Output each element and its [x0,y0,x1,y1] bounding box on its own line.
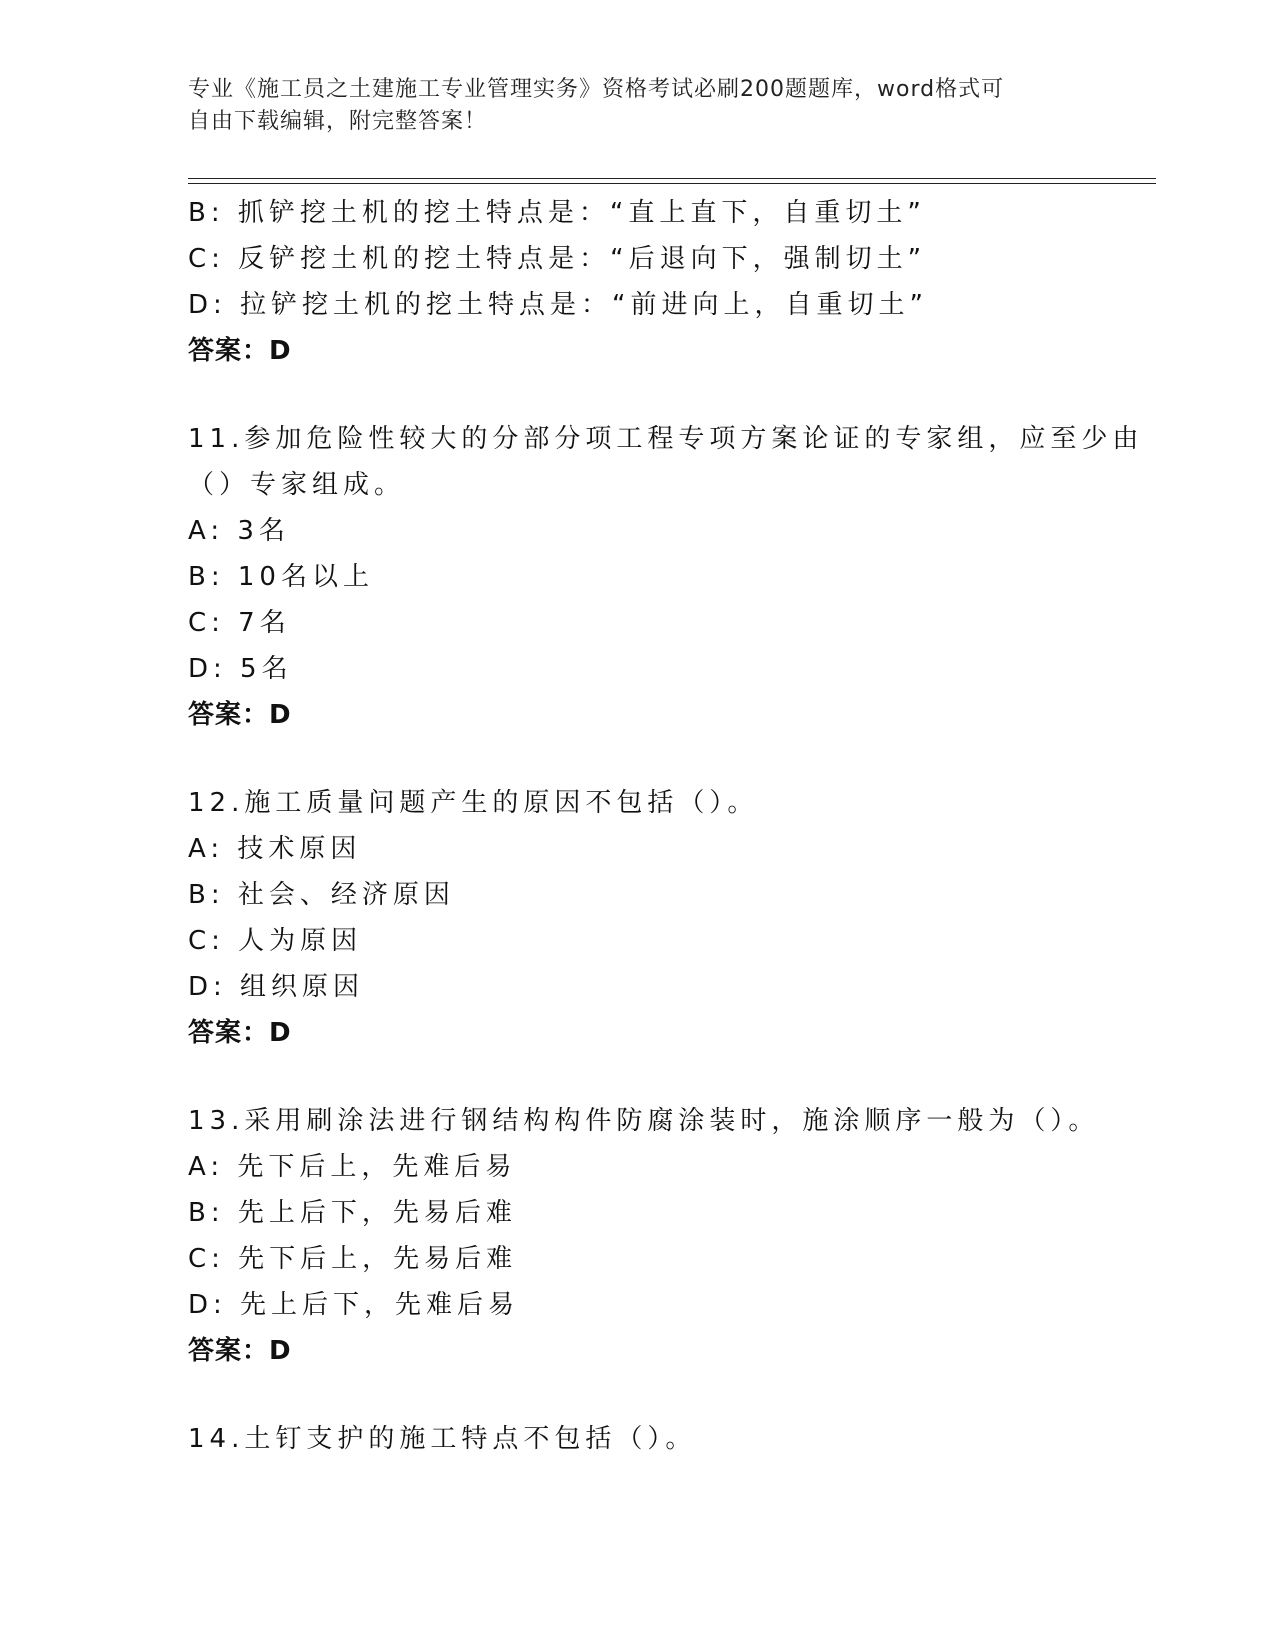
header-line-1: 专业《施工员之土建施工专业管理实务》资格考试必刷200题题库，word格式可 [188,77,1005,102]
question-stem-line-2: （）专家组成。 [188,470,406,500]
option-a: A: 技术原因 [188,834,362,864]
answer: 答案：D [188,1336,292,1366]
question-12 [188,780,1148,1056]
option-d: D: 先上后下，先难后易 [188,1290,520,1320]
header-divider-top [188,178,1156,179]
question-11 [188,416,1148,738]
header-divider-bottom [188,183,1156,184]
option-c: C: 先下后上，先易后难 [188,1244,518,1274]
option-c: C: 反铲挖土机的挖土特点是：“后退向下，强制切土” [188,244,927,274]
option-a: A: 先下后上，先难后易 [188,1152,517,1182]
question-stem: 14.土钉支护的施工特点不包括（）。 [188,1424,697,1454]
question-10 [188,190,1148,374]
spacer [188,1374,1148,1416]
page-header [188,74,1068,138]
spacer [188,738,1148,780]
option-d: D: 拉铲挖土机的挖土特点是：“前进向上，自重切土” [188,290,928,320]
answer: 答案：D [188,700,292,730]
header-line-2: 自由下载编辑，附完整答案！ [188,109,488,134]
option-c: C: 人为原因 [188,926,363,956]
answer: 答案：D [188,1018,292,1048]
question-14 [188,1416,1148,1462]
answer: 答案：D [188,336,292,366]
option-b: B: 社会、经济原因 [188,880,455,910]
option-d: D: 5名 [188,654,293,684]
option-d: D: 组织原因 [188,972,365,1002]
option-b: B: 先上后下，先易后难 [188,1198,517,1228]
question-stem: 12.施工质量问题产生的原因不包括（）。 [188,788,759,818]
option-c: C: 7名 [188,608,291,638]
question-stem-line-1: 11.参加危险性较大的分部分项工程专项方案论证的专家组，应至少由 [188,424,1144,454]
question-13 [188,1098,1148,1374]
option-b: B: 10名以上 [188,562,374,592]
question-stem: 13.采用刷涂法进行钢结构构件防腐涂装时，施涂顺序一般为（）。 [188,1106,1100,1136]
question-list [188,190,1148,1462]
option-b: B: 抓铲挖土机的挖土特点是：“直上直下，自重切土” [188,198,926,228]
spacer [188,374,1148,416]
option-a: A: 3名 [188,516,290,546]
spacer [188,1056,1148,1098]
